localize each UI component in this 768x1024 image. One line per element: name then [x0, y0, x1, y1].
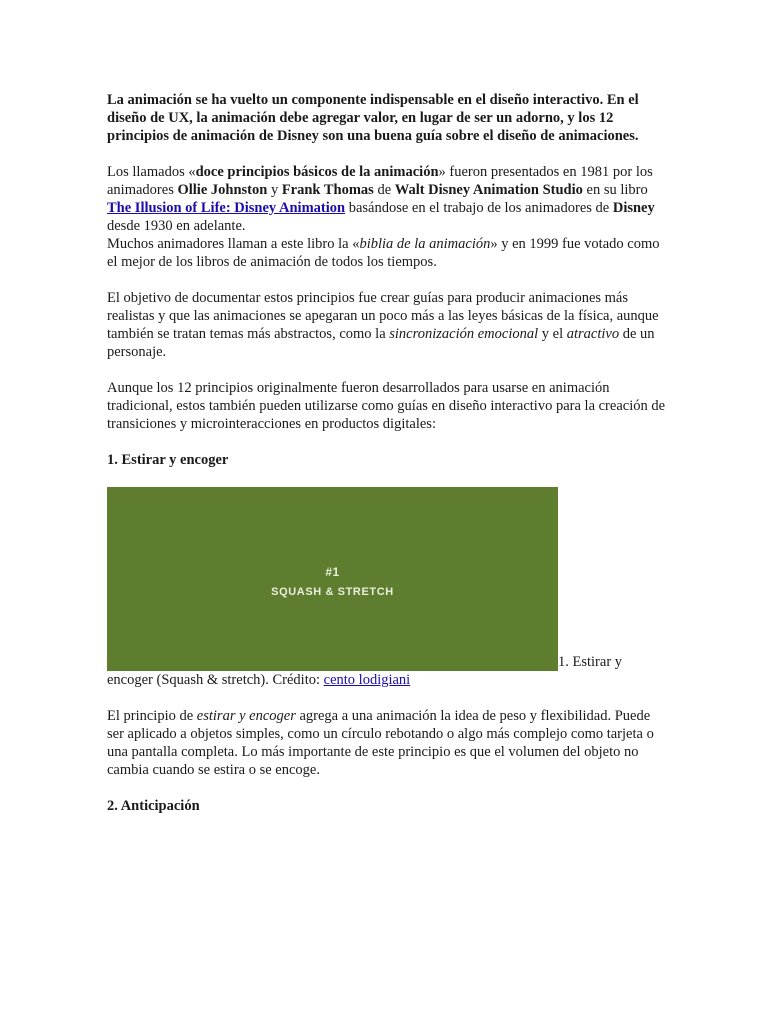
principles-origin-paragraph: Los llamados «doce principios básicos de la animación» fueron presentados en 1981 por los animadores Ollie Johnston y Frank Thomas de Walt Disney Animation Studio en su libro The Illusion of Life: Disney Animation basándose en el trabajo de los animadores de Disney desde 1930 en adelante. Muchos animadores llaman a este libro la «biblia de la animación» y en 1999 fue votado como el mejor de los libros de animación de todos los tiempos.: [107, 164, 660, 270]
squash-stretch-image: [107, 487, 558, 671]
studio-name: Walt Disney Animation Studio: [394, 182, 583, 198]
disney-name: Disney: [612, 200, 655, 216]
figure-with-caption: [107, 487, 667, 689]
squash-stretch-paragraph: El principio de estirar y encoger agrega a una animación la idea de peso y flexibilidad. Puede ser aplicado a objetos simples, como un círculo rebotando o algo más complejo como tarjeta o una pantalla completa. Lo más importante de este principio es que el volumen del objeto no cambia cuando se estira o se encoge.: [107, 708, 654, 778]
author-frank-thomas: Frank Thomas: [281, 182, 374, 198]
figure-title: SQUASH & STRETCH: [271, 586, 394, 598]
squash-stretch-term: estirar y encoger: [196, 708, 296, 724]
author-ollie-johnston: Ollie Johnston: [177, 182, 268, 198]
section-heading-anticipation: 2. Anticipación: [107, 798, 200, 814]
figure-caption: 1. Estirar y encoger (Squash & stretch). Crédito:: [107, 654, 623, 688]
figure-number: #1: [325, 565, 340, 579]
credit-link[interactable]: cento lodigiani: [323, 672, 411, 688]
interactive-design-paragraph: Aunque los 12 principios originalmente fueron desarrollados para usarse en animación tradicional, estos también pueden utilizarse como guías en diseño interactivo para la creación de transiciones y microinteracciones en productos digitales:: [107, 380, 666, 432]
document-page: [107, 91, 667, 833]
principles-term: doce principios básicos de la animación: [195, 164, 439, 180]
section-heading-squash-stretch: 1. Estirar y encoger: [107, 452, 229, 468]
intro-paragraph: La animación se ha vuelto un componente indispensable en el diseño interactivo. En el diseño de UX, la animación debe agregar valor, en lugar de ser un adorno, y los 12 principios de animación de Disney son una buena guía sobre el diseño de animaciones.: [107, 92, 639, 144]
book-link[interactable]: The Illusion of Life: Disney Animation: [107, 200, 346, 216]
bible-term: biblia de la animación: [359, 236, 491, 252]
emotional-sync-term: sincronización emocional: [389, 326, 539, 342]
objective-paragraph: El objetivo de documentar estos principios fue crear guías para producir animaciones más realistas y que las animaciones se apegaran un poco más a las leyes básicas de la física, aunque también se tratan temas más abstractos, como la sincronización emocional y el atractivo de un personaje.: [107, 290, 659, 360]
appeal-term: atractivo: [566, 326, 620, 342]
